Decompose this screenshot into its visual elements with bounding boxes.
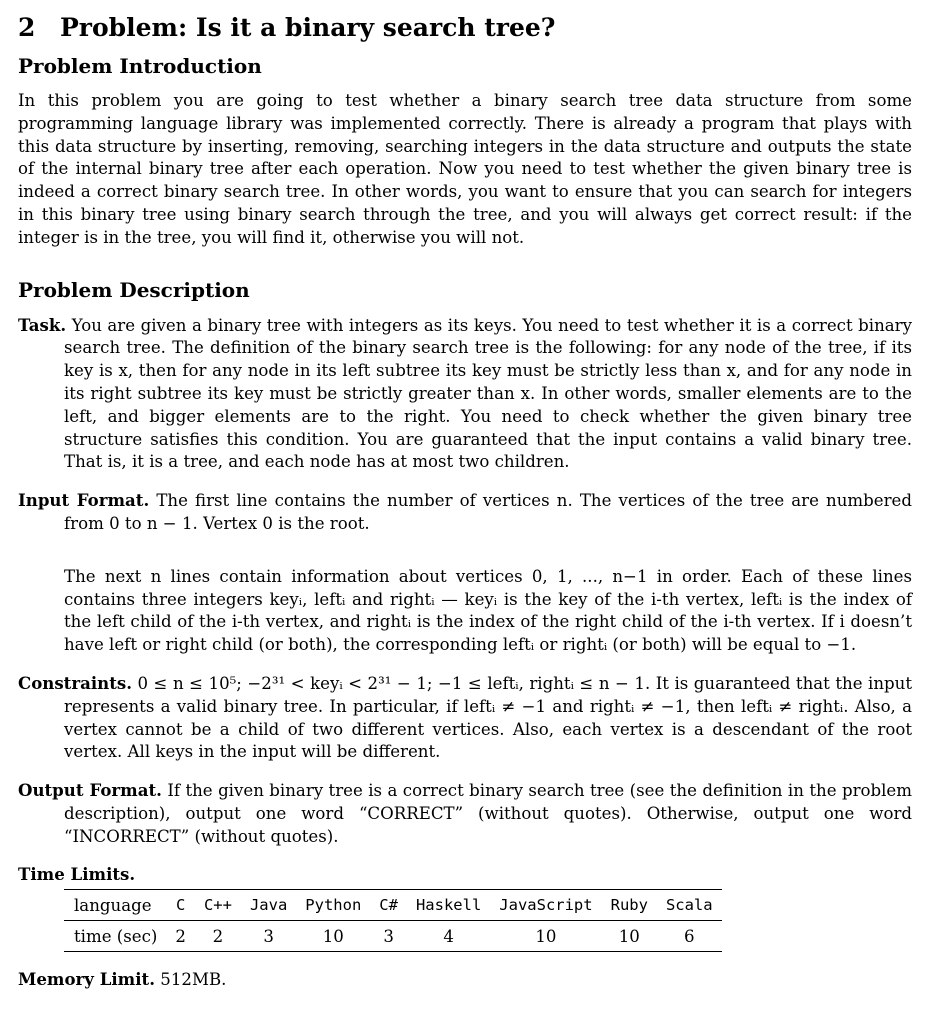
table-cell: 6 [657,921,722,952]
table-cell: 2 [166,921,195,952]
time-limits-table [64,889,722,952]
constraints-paragraph [18,672,912,764]
section-title [18,8,912,48]
table-cell: 10 [602,921,657,952]
table-cell: time (sec) [64,921,166,952]
intro-paragraph: In this problem you are going to test whether a binary search tree data structure from some programming language library was implemented correctly. There is already a program that plays with this data structure by inserting, removing, searching integers in the data structure and outputs the state of the internal binary tree after each operation. Now you need to test whether the given binary tree is indeed a correct binary search tree. In other words, you want to ensure that you can search for integers in this binary tree using binary search through the tree, and you will always get correct result: if the integer is in the tree, you will find it, otherwise you will not. [18,91,912,247]
memory-limit-paragraph [18,968,912,992]
table-header-row [64,890,722,921]
constraints-text: 0 ≤ n ≤ 10⁵; −2³¹ < keyᵢ < 2³¹ − 1; −1 ≤ leftᵢ, rightᵢ ≤ n − 1. It is guaranteed that the input represents a valid binary tree. In particular, if leftᵢ ≠ −1 and rightᵢ ≠ −1, then leftᵢ ≠ rightᵢ. Also, a vertex cannot be a child of two different vertices. Also, each vertex is a descendant of the root vertex. All keys in the input will be different. [64,673,912,762]
output-format-paragraph [18,779,912,848]
memory-limit-value: 512MB. [160,970,227,990]
table-cell: JavaScript [490,890,601,921]
table-cell: Ruby [602,890,657,921]
task-label: Task. [18,314,67,335]
constraints-label: Constraints. [18,672,132,693]
table-cell: 10 [296,921,370,952]
table-cell: language [64,890,166,921]
table-cell: Python [296,890,370,921]
table-row [64,921,722,952]
input-format-paragraph [18,489,912,536]
table-cell: C [166,890,195,921]
output-format-label: Output Format. [18,780,162,801]
table-cell: C# [370,890,407,921]
time-limits-label: Time Limits. [18,863,136,884]
table-cell: 4 [407,921,490,952]
memory-limit-label: Memory Limit. [18,969,155,990]
task-paragraph [18,314,912,475]
table-cell: C++ [195,890,241,921]
section-number: 2 [18,13,36,42]
table-cell: 2 [195,921,241,952]
table-cell: Scala [657,890,722,921]
table-cell: 3 [241,921,296,952]
description-heading: Problem Description [18,277,250,302]
output-format-text: If the given binary tree is a correct binary search tree (see the definition in the problem description), output one word “CORRECT” (without quotes). Otherwise, output one word “INCORRECT” (without quotes). [64,781,912,846]
time-limits-heading [18,863,912,887]
table-cell: Java [241,890,296,921]
section-title-text: Problem: Is it a binary search tree? [60,13,556,42]
input-format-text-1: The first line contains the number of vertices n. The vertices of the tree are numbered from 0 to n − 1. Vertex 0 is the root. [64,491,912,533]
input-format-label: Input Format. [18,490,150,511]
table-cell: 3 [370,921,407,952]
intro-heading: Problem Introduction [18,54,262,78]
table-cell: Haskell [407,890,490,921]
input-format-text-2: The next n lines contain information about vertices 0, 1, ..., n−1 in order. Each of these lines contains three integers keyᵢ, leftᵢ and rightᵢ — keyᵢ is the key of the i-th vertex, leftᵢ is the index of the left child of the i-th vertex, and rightᵢ is the index of the right child of the i-th vertex. If i doesn’t have left or right child (or both), the corresponding leftᵢ or rightᵢ (or both) will be equal to −1. [64,566,912,655]
table-cell: 10 [490,921,601,952]
document-page [18,8,912,992]
task-text: You are given a binary tree with integers as its keys. You need to test whether it is a correct binary search tree. The definition of the binary search tree is the following: for any node of the tree, if its key is x, then for any node in its left subtree its key must be strictly less than x, and for any node in its right subtree its key must be strictly greater than x. In other words, smaller elements are to the left, and bigger elements are to the right. You need to check whether the given binary tree structure satisfies this condition. You are guaranteed that the input contains a valid binary tree. That is, it is a tree, and each node has at most two children. [64,315,912,472]
